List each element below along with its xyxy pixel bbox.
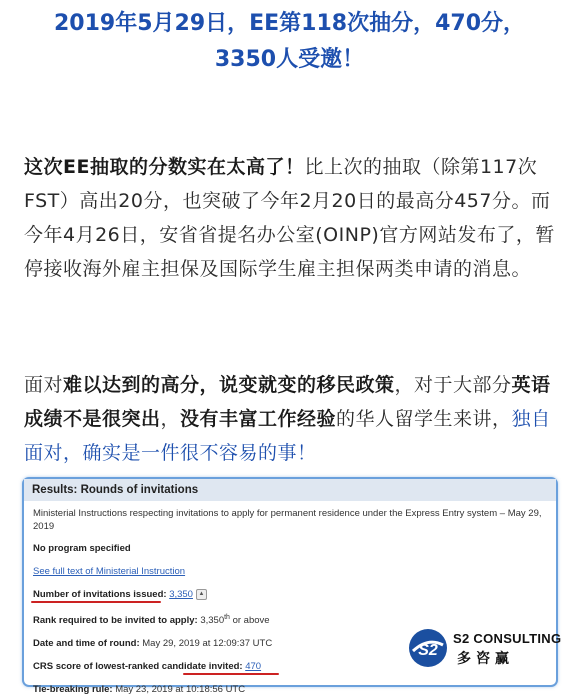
invitation-results-panel xyxy=(22,477,562,696)
headline-line-2: 3350人受邀！ xyxy=(214,47,365,72)
link-row xyxy=(33,565,547,578)
paragraph-2-text-1: 面对 xyxy=(24,374,64,396)
rank-value: 3,350 xyxy=(200,615,225,627)
rank-sup: th xyxy=(224,614,230,621)
panel-title: Results: Rounds of invitations xyxy=(24,479,556,501)
paragraph-2-text-4: 的华人留学生来讲， xyxy=(336,408,512,430)
invitations-row xyxy=(33,588,547,601)
headline-line-1: 2019年5月29日，EE第118次抽分，470分， xyxy=(53,11,526,36)
paragraph-2-highlight: 独自面对，确实是一件很不容易的事！ xyxy=(24,408,551,464)
date-value: May 29, 2019 at 12:09:37 UTC xyxy=(142,638,273,650)
tie-row xyxy=(33,683,547,696)
ministerial-instruction-link[interactable]: See full text of Ministerial Instruction xyxy=(33,566,186,577)
invitations-label: Number of invitations issued: xyxy=(33,589,167,600)
paragraph-2-text-3: ， xyxy=(160,408,181,430)
paragraph-2-bold-1: 难以达到的高分，说变就变的移民政策 xyxy=(63,374,395,396)
rank-suffix: or above xyxy=(232,615,270,627)
paragraph-2 xyxy=(24,368,558,470)
paragraph-2-text-2: ，对于大部分 xyxy=(394,374,512,396)
paragraph-1 xyxy=(24,150,558,286)
crs-value[interactable]: 470 xyxy=(245,661,262,673)
tie-label: Tie-breaking rule: xyxy=(33,684,113,696)
date-label: Date and time of round: xyxy=(33,638,140,650)
crs-label: CRS score of lowest-ranked candidate invited: xyxy=(33,661,243,673)
s2-consulting-logo xyxy=(405,625,562,671)
logo-chinese-text: 多咨赢 xyxy=(457,651,514,667)
program-row xyxy=(33,542,547,555)
tie-value: May 23, 2019 at 10:18:56 UTC xyxy=(115,684,246,696)
headline xyxy=(0,6,579,78)
paragraph-2-bold-2: 英语成绩不是很突出 xyxy=(24,374,551,430)
invitations-value[interactable]: 3,350 xyxy=(169,589,193,600)
red-underline-crs xyxy=(183,673,279,675)
red-underline-invitations xyxy=(31,601,161,603)
footnote-toggle-icon[interactable]: ▲ xyxy=(196,589,207,600)
logo-english-text: S2 CONSULTING xyxy=(453,631,562,646)
program-text: No program specified xyxy=(33,543,131,554)
rank-label: Rank required to be invited to apply: xyxy=(33,615,198,627)
paragraph-1-bold: 这次EE抽取的分数实在太高了！ xyxy=(24,156,305,178)
s2-logo-icon xyxy=(407,627,449,669)
s2-mark-text: S2 xyxy=(418,642,438,659)
paragraph-1-text: 比上次的抽取（除第117次FST）高出20分，也突破了今年2月20日的最高分457分。而今年4月26日，安省省提名办公室(OINP)官方网站发布了，暂停接收海外雇主担保及国际学生雇主担保两类申请的消息。 xyxy=(24,156,555,280)
paragraph-2-bold-3: 没有丰富工作经验 xyxy=(180,408,337,430)
panel-description: Ministerial Instructions respecting invitations to apply for permanent residence under the Express Entry system – May 29, 2019 xyxy=(33,508,542,532)
